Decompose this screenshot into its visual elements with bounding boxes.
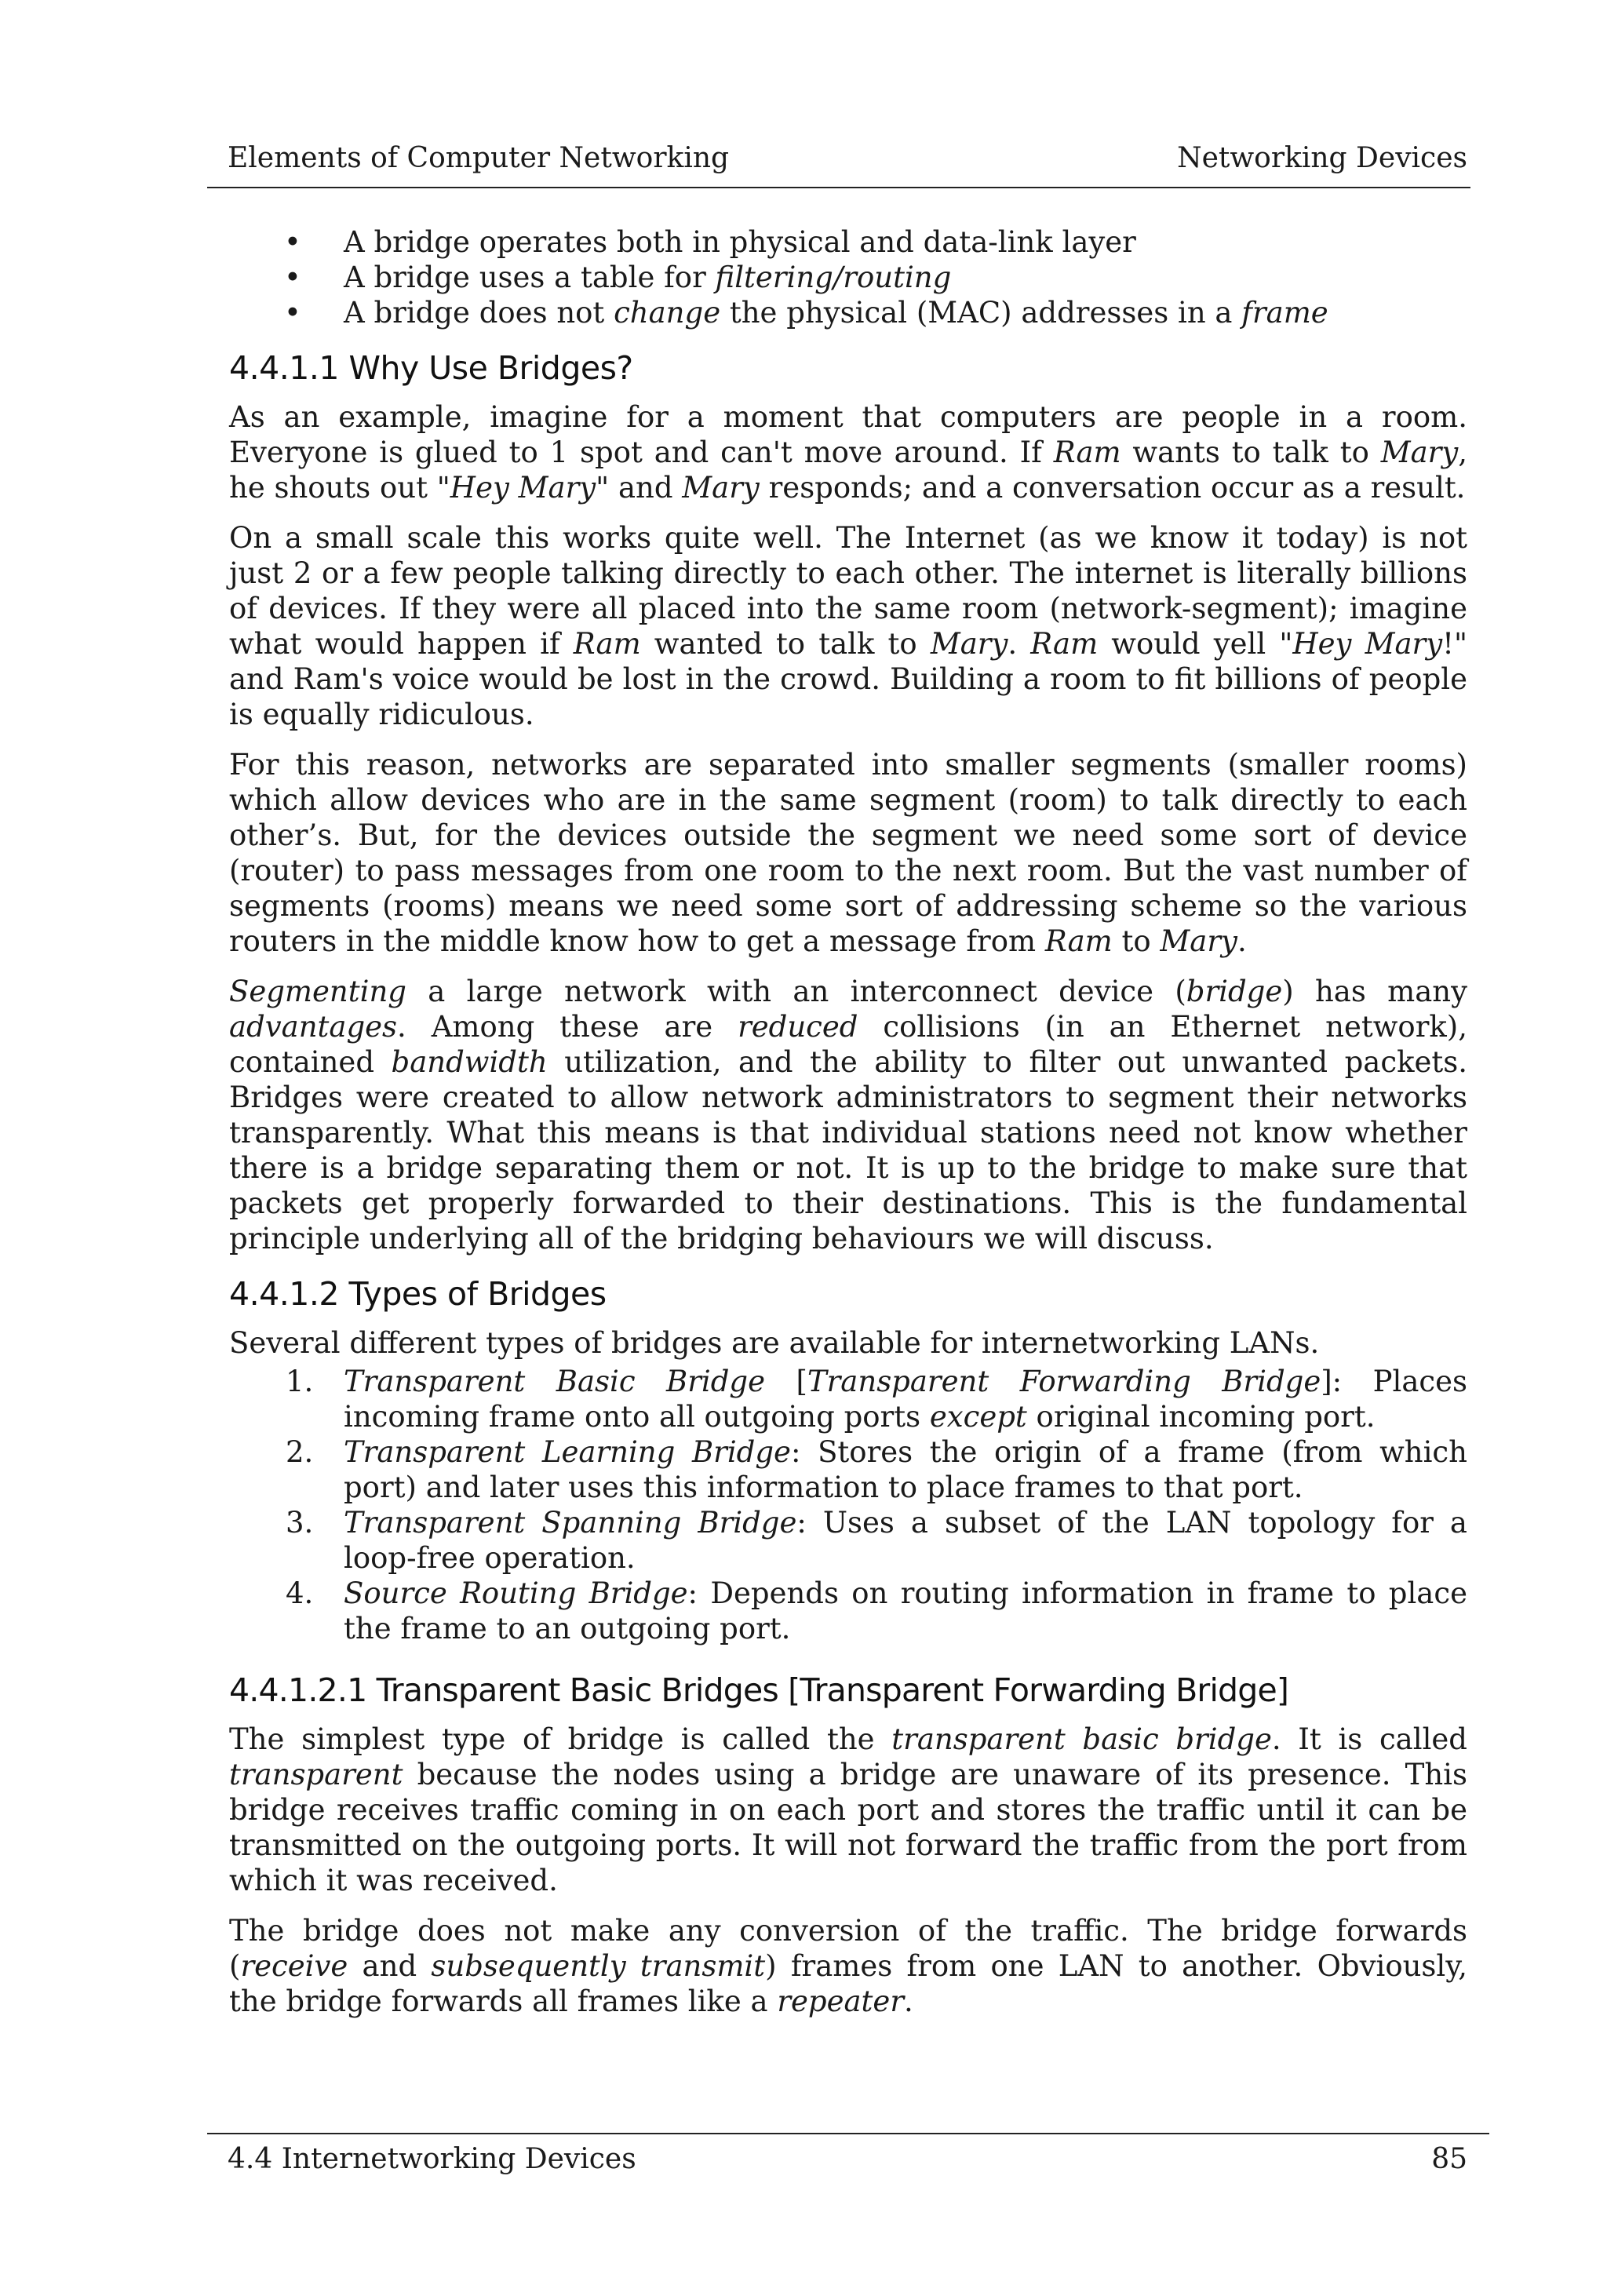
paragraph: The bridge does not make any conversion of the traffic. The bridge forwards (receive and subsequently transmit) frames from one LAN to another. Obviously, the bridge forwards all frames like a repeater.: [229, 1914, 1467, 2018]
bullet-icon: •: [284, 261, 301, 294]
book-title: Elements of Computer Networking: [228, 142, 730, 174]
list-item: • A bridge does not change the physical (MAC) addresses in a frame: [284, 296, 1328, 330]
bullet-icon: •: [284, 225, 301, 259]
bridge-types-list: [229, 1364, 1467, 1646]
page-content: [229, 224, 1467, 2034]
page-number: 85: [1431, 2143, 1467, 2175]
bridge-properties-list: [229, 224, 1467, 330]
paragraph: Several different types of bridges are available for internetworking LANs.: [229, 1326, 1320, 1360]
section-heading-transparent-basic-bridges: 4.4.1.2.1 Transparent Basic Bridges [Transparent Forwarding Bridge]: [229, 1671, 1289, 1709]
list-item: 2. Transparent Learning Bridge: Stores the origin of a frame (from which port) and later uses this information to place frames to that port.: [286, 1435, 1467, 1504]
list-item: 3. Transparent Spanning Bridge: Uses a subset of the LAN topology for a loop-free operation.: [286, 1506, 1467, 1575]
header-divider: [207, 187, 1470, 188]
footer-section-title: 4.4 Internetworking Devices: [228, 2143, 636, 2175]
footer-divider: [207, 2133, 1489, 2134]
page-header: [228, 138, 1467, 179]
paragraph: Segmenting a large network with an interconnect device (bridge) has many advantages. Among these are reduced collisions (in an Ethernet network), contained bandwidth utilization, and the ability to filter out unwanted packets. Bridges were created to allow network administrators to segment their networks transparently. What this means is that individual stations need not know whether there is a bridge separating them or not. It is up to the bridge to make sure that packets get properly forwarded to their destinations. This is the fundamental principle underlying all of the bridging behaviours we will discuss.: [229, 975, 1468, 1256]
bullet-icon: •: [284, 296, 301, 330]
page-footer: [228, 2139, 1467, 2180]
section-heading-why-use-bridges: 4.4.1.1 Why Use Bridges?: [229, 349, 633, 387]
chapter-title: Networking Devices: [1177, 142, 1467, 174]
list-item: • A bridge uses a table for filtering/routing: [284, 261, 952, 294]
paragraph: For this reason, networks are separated into smaller segments (smaller rooms) which allow devices who are in the same segment (room) to talk directly to each other’s. But, for the devices outside the segment we need some sort of device (router) to pass messages from one room to the next room. But the vast number of segments (rooms) means we need some sort of addressing scheme so the various routers in the middle know how to get a message from Ram to Mary.: [229, 748, 1467, 958]
list-item: • A bridge operates both in physical and data-link layer: [284, 225, 1136, 259]
list-item: 4. Source Routing Bridge: Depends on routing information in frame to place the frame to an outgoing port.: [286, 1576, 1467, 1645]
paragraph: On a small scale this works quite well. The Internet (as we know it today) is not just 2 or a few people talking directly to each other. The internet is literally billions of devices. If they were all placed into the same room (network-segment); imagine what would happen if Ram wanted to talk to Mary. Ram would yell "Hey Mary!" and Ram's voice would be lost in the crowd. Building a room to fit billions of people is equally ridiculous.: [229, 521, 1467, 731]
section-heading-types-of-bridges: 4.4.1.2 Types of Bridges: [229, 1275, 607, 1313]
paragraph: As an example, imagine for a moment that computers are people in a room. Everyone is glued to 1 spot and can't move around. If Ram wants to talk to Mary, he shouts out "Hey Mary" and Mary responds; and a conversation occur as a result.: [229, 400, 1467, 505]
paragraph: The simplest type of bridge is called the transparent basic bridge. It is called transparent because the nodes using a bridge are unaware of its presence. This bridge receives traffic coming in on each port and stores the traffic until it can be transmitted on the outgoing ports. It will not forward the traffic from the port from which it was received.: [229, 1722, 1467, 1897]
list-item: 1. Transparent Basic Bridge [Transparent Forwarding Bridge]: Places incoming frame onto all outgoing ports except original incoming port.: [286, 1365, 1467, 1434]
